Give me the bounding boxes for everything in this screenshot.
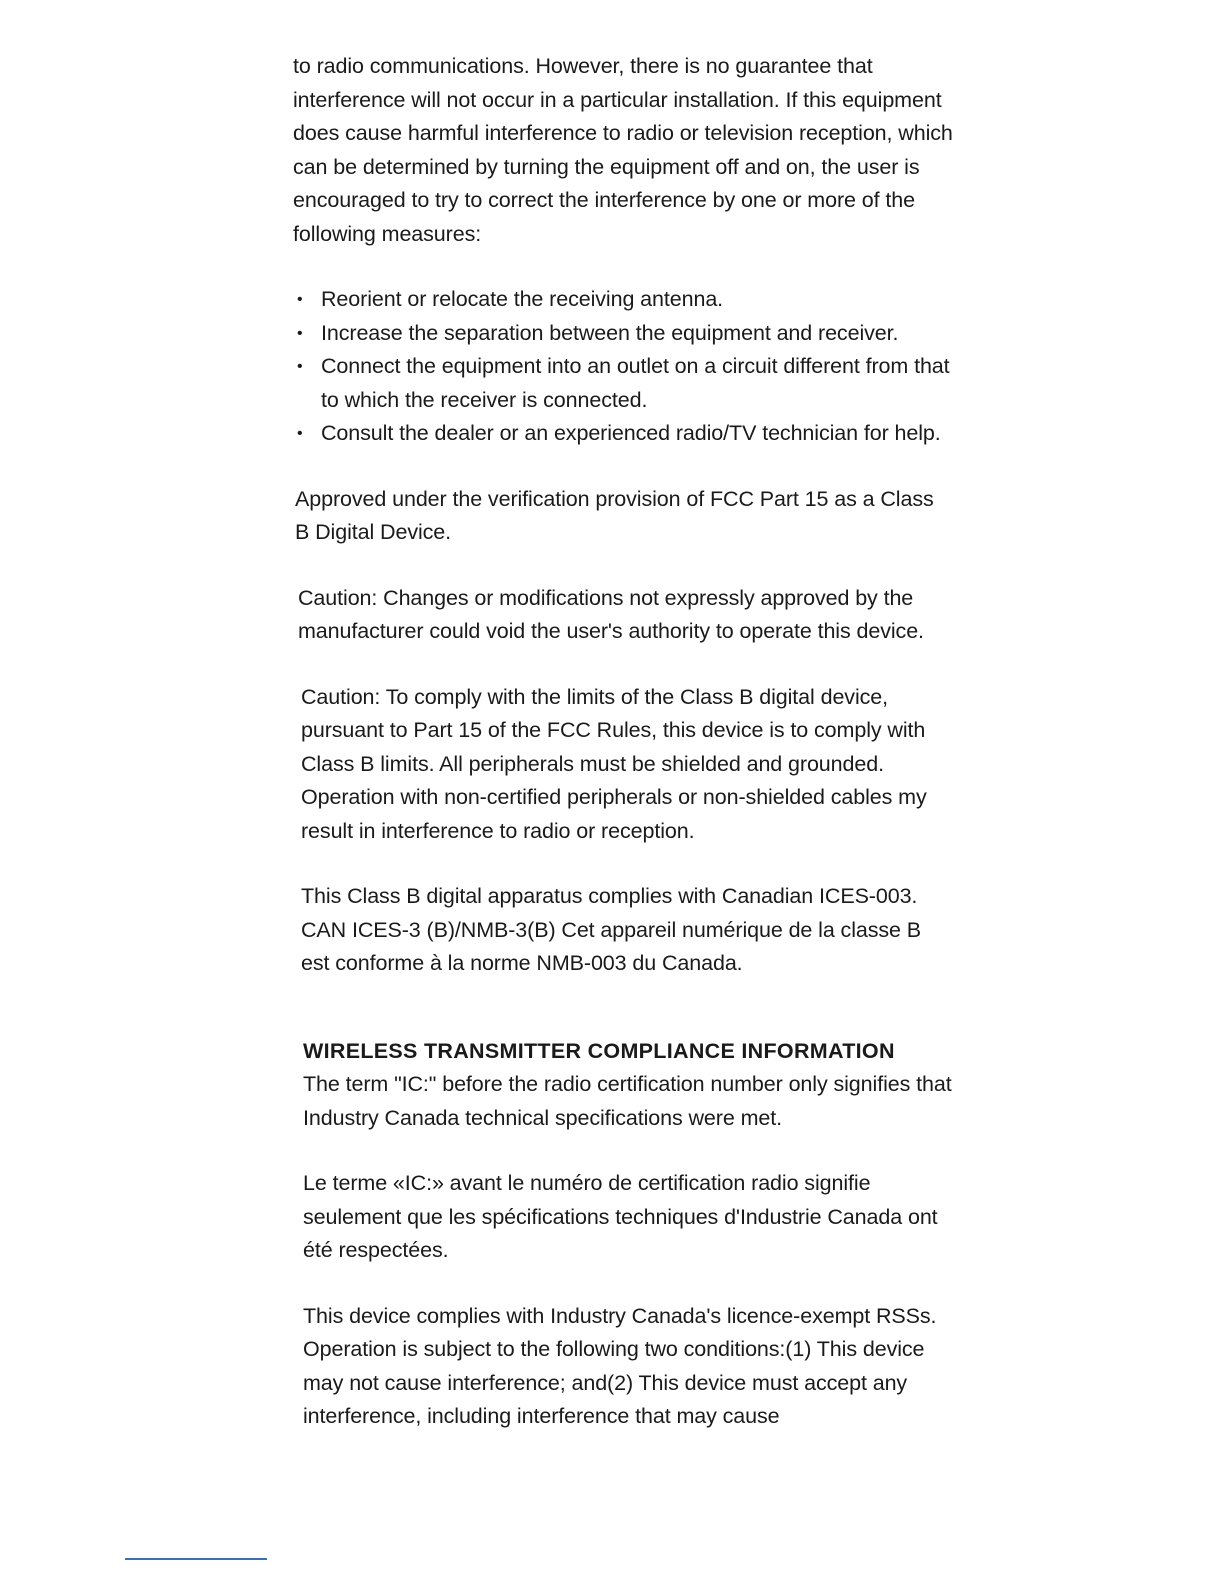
caution-modifications-paragraph: Caution: Changes or modifications not expressly approved by the manufacturer could void the user's authority to operate this device. [298, 585, 924, 643]
approved-paragraph: Approved under the verification provision of FCC Part 15 as a Class B Digital Device. [295, 486, 934, 544]
ic-term-french-paragraph: Le terme «IC:» avant le numéro de certification radio signifie seulement que les spécifications techniques d'Industrie Canada ont été respectées. [303, 1171, 938, 1262]
measures-list [295, 283, 953, 451]
list-item: • Consult the dealer or an experienced radio/TV technician for help. [295, 417, 953, 451]
caution-limits-paragraph: Caution: To comply with the limits of the Class B digital device, pursuant to Part 15 of the FCC Rules, this device is to comply with Class B limits. All peripherals must be shielded and grounded. Operation with non-certified peripherals or non-shielded cables my result in interference to radio or reception. [301, 684, 927, 843]
document-page [293, 50, 953, 1434]
licence-exempt-paragraph: This device complies with Industry Canada's licence-exempt RSSs. Operation is subject to the following two conditions:(1) This device may not cause interference; and(2) This device must accept any interference, including interference that may cause [303, 1303, 937, 1428]
list-item: • Connect the equipment into an outlet on a circuit different from that to which the receiver is connected. [295, 350, 953, 417]
footer-rule [125, 1558, 267, 1560]
canadian-compliance-paragraph: This Class B digital apparatus complies with Canadian ICES-003. CAN ICES-3 (B)/NMB-3(B) Cet appareil numérique de la classe B est conforme à la norme NMB-003 du Canada. [301, 884, 922, 975]
intro-paragraph: to radio communications. However, there is no guarantee that interference will not occur in a particular installation. If this equipment does cause harmful interference to radio or television reception, which can be determined by turning the equipment off and on, the user is encouraged to try to correct the interference by one or more of the following measures: [293, 54, 953, 246]
ic-term-english-paragraph: The term "IC:" before the radio certification number only signifies that Industry Canada technical specifications were met. [303, 1072, 952, 1130]
list-item: • Reorient or relocate the receiving antenna. [295, 283, 953, 317]
list-item: • Increase the separation between the equipment and receiver. [295, 317, 953, 351]
wireless-heading: WIRELESS TRANSMITTER COMPLIANCE INFORMATION [303, 1038, 895, 1063]
